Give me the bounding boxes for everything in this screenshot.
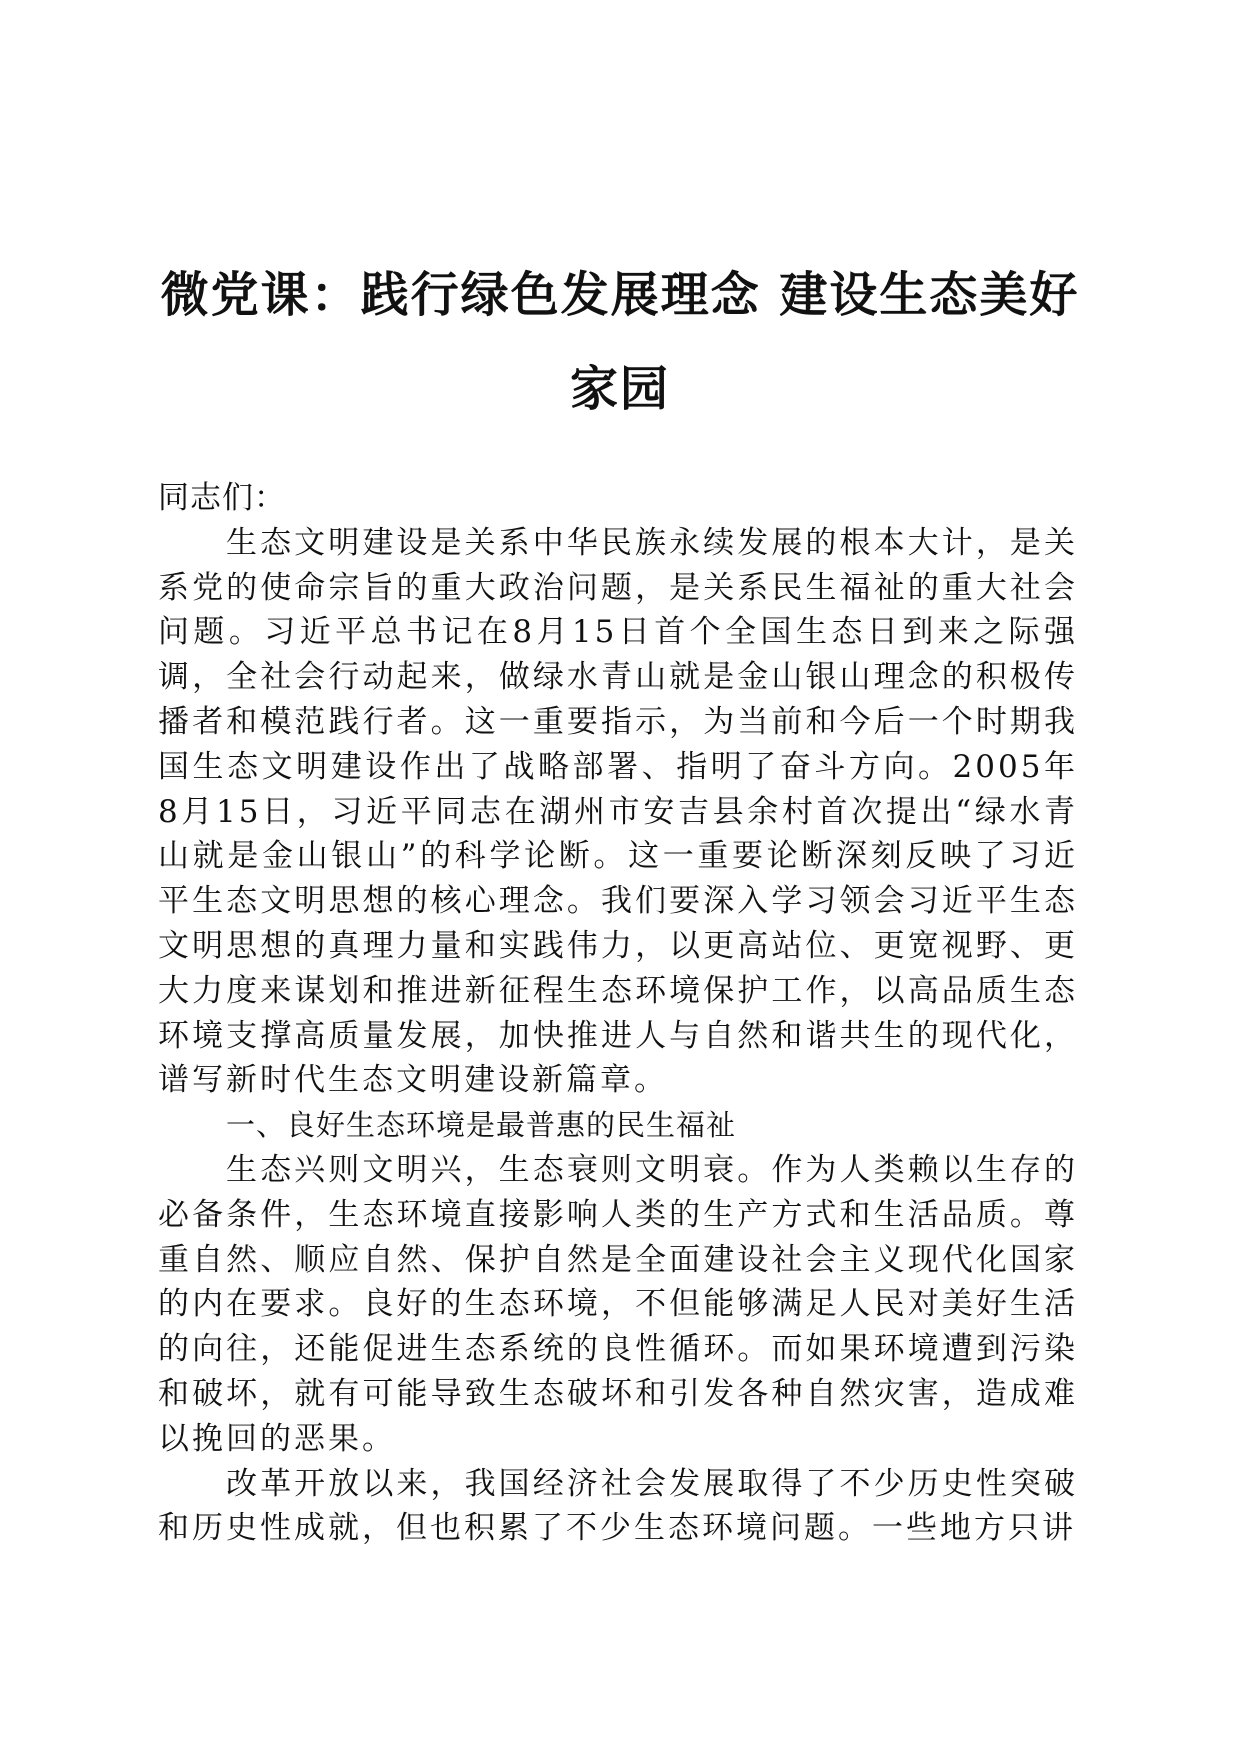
section-heading: 一、良好生态环境是最普惠的民生福祉 <box>226 1108 737 1143</box>
section-paragraph: 生态兴则文明兴，生态衰则文明衰。作为人类赖以生存的必备条件，生态环境直接影响人类的生产方式和生活品质。尊重自然、顺应自然、保护自然是全面建设社会主义现代化国家的内在要求。良好的生态环境，不但能够满足人民对美好生活的向往，还能促进生态系统的良性循环。而如果环境遭到污染和破坏，就有可能导致生态破坏和引发各种自然灾害，造成难以挽回的恶果。 <box>158 1151 1078 1457</box>
document-title: 微党课：践行绿色发展理念 建设生态美好家园 <box>160 267 1080 417</box>
document-body <box>158 476 1078 1551</box>
salutation: 同志们： <box>158 480 286 516</box>
intro-paragraph: 生态文明建设是关系中华民族永续发展的根本大计，是关系党的使命宗旨的重大政治问题，是关系民生福祉的重大社会问题。习近平总书记在8月15日首个全国生态日到来之际强调，全社会行动起来，做绿水青山就是金山银山理念的积极传播者和模范践行者。这一重要指示，为当前和今后一个时期我国生态文明建设作出了战略部署、指明了奋斗方向。2005年8月15日，习近平同志在湖州市安吉县余村首次提出“绿水青山就是金山银山”的科学论断。这一重要论断深刻反映了习近平生态文明思想的核心理念。我们要深入学习领会习近平生态文明思想的真理力量和实践伟力，以更高站位、更宽视野、更大力度来谋划和推进新征程生态环境保护工作，以高品质生态环境支撑高质量发展，加快推进人与自然和谐共生的现代化，谱写新时代生态文明建设新篇章。 <box>158 524 1078 1099</box>
section-paragraph: 改革开放以来，我国经济社会发展取得了不少历史性突破和历史性成就，但也积累了不少生态环境问题。一些地方只讲 <box>158 1465 1078 1547</box>
